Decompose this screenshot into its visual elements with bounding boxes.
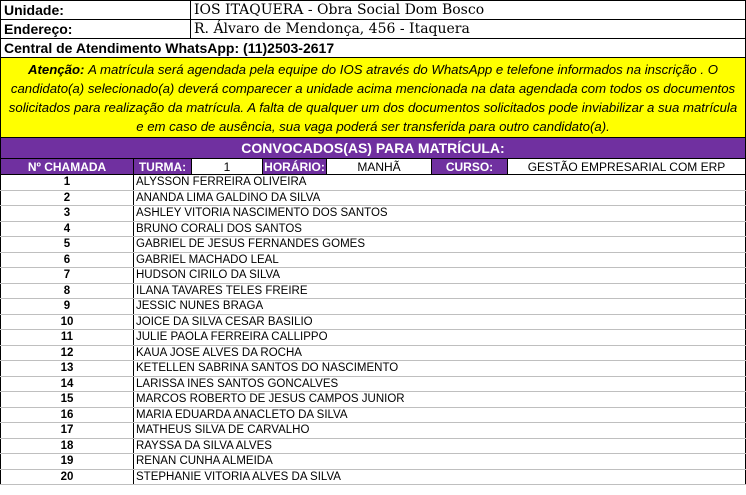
table-row [1, 423, 746, 439]
empty-cell[interactable] [534, 330, 746, 346]
empty-cell[interactable] [534, 376, 746, 392]
chamada-number[interactable]: 15 [1, 392, 134, 408]
table-row [1, 438, 746, 454]
candidate-name[interactable]: ILANA TAVARES TELES FREIRE [134, 283, 534, 299]
candidate-name[interactable]: RAYSSA DA SILVA ALVES [134, 438, 534, 454]
empty-cell[interactable] [534, 206, 746, 222]
candidate-name[interactable]: GABRIEL MACHADO LEAL [134, 252, 534, 268]
chamada-number[interactable]: 1 [1, 175, 134, 190]
empty-cell[interactable] [534, 252, 746, 268]
table-row [1, 175, 746, 190]
empty-cell[interactable] [534, 438, 746, 454]
candidate-name[interactable]: JOICE DA SILVA CESAR BASILIO [134, 314, 534, 330]
table-row [1, 407, 746, 423]
chamada-number[interactable]: 5 [1, 237, 134, 253]
table-row [1, 237, 746, 253]
notice-rest-text: . O candidato(a) selecionado(a) deverá comparecer a unidade acima mencionada na data agendada com todos os documentos solicitados para realização da matrícula. A falta de qualquer um dos documentos solicitados pode inviabilizar a sua matrícula e em caso de ausência, sua vaga poderá ser transferida para outro candidato(a). [8, 62, 738, 134]
table-row [1, 268, 746, 284]
table-row [1, 206, 746, 222]
empty-cell[interactable] [534, 299, 746, 315]
chamada-number[interactable]: 10 [1, 314, 134, 330]
chamada-number[interactable]: 17 [1, 423, 134, 439]
convocados-banner[interactable]: CONVOCADOS(AS) PARA MATRÍCULA: [0, 138, 746, 158]
chamada-number[interactable]: 14 [1, 376, 134, 392]
table-row [1, 454, 746, 470]
list-header [0, 158, 746, 175]
table-row [1, 283, 746, 299]
table-row [1, 361, 746, 377]
curso-label[interactable]: CURSO: [432, 159, 508, 175]
candidate-name[interactable]: BRUNO CORALI DOS SANTOS [134, 221, 534, 237]
notice-bold-text: A matrícula será agendada pela equipe do IOS através do WhatsApp e telefone informados na inscrição [88, 62, 697, 77]
empty-cell[interactable] [534, 237, 746, 253]
empty-cell[interactable] [534, 392, 746, 408]
empty-cell[interactable] [534, 407, 746, 423]
empty-cell[interactable] [534, 190, 746, 206]
candidate-name[interactable]: KETELLEN SABRINA SANTOS DO NASCIMENTO [134, 361, 534, 377]
unidade-row [1, 1, 746, 20]
candidate-name[interactable]: STEPHANIE VITORIA ALVES DA SILVA [134, 469, 534, 485]
turma-value[interactable]: 1 [192, 159, 263, 175]
table-row [1, 376, 746, 392]
candidate-name[interactable]: LARISSA INES SANTOS GONCALVES [134, 376, 534, 392]
chamada-header[interactable]: Nº CHAMADA [1, 159, 134, 175]
chamada-number[interactable]: 18 [1, 438, 134, 454]
chamada-number[interactable]: 13 [1, 361, 134, 377]
table-row [1, 330, 746, 346]
chamada-number[interactable]: 4 [1, 221, 134, 237]
table-row [1, 392, 746, 408]
empty-cell[interactable] [534, 221, 746, 237]
candidate-name[interactable]: MARCOS ROBERTO DE JESUS CAMPOS JUNIOR [134, 392, 534, 408]
horario-label[interactable]: HORÁRIO: [264, 159, 325, 174]
candidate-name[interactable]: ALYSSON FERREIRA OLIVEIRA [134, 175, 534, 190]
endereco-row [1, 20, 746, 39]
chamada-number[interactable]: 12 [1, 345, 134, 361]
table-row [1, 469, 746, 485]
table-row [1, 299, 746, 315]
table-row [1, 221, 746, 237]
unidade-value[interactable]: IOS ITAQUERA - Obra Social Dom Bosco [191, 1, 746, 20]
chamada-number[interactable]: 7 [1, 268, 134, 284]
convocados-list [0, 175, 746, 485]
candidate-name[interactable]: HUDSON CIRILO DA SILVA [134, 268, 534, 284]
chamada-number[interactable]: 16 [1, 407, 134, 423]
chamada-number[interactable]: 19 [1, 454, 134, 470]
empty-cell[interactable] [534, 268, 746, 284]
chamada-number[interactable]: 9 [1, 299, 134, 315]
chamada-number[interactable]: 20 [1, 469, 134, 485]
empty-cell[interactable] [534, 283, 746, 299]
empty-cell[interactable] [534, 423, 746, 439]
endereco-label[interactable]: Endereço: [1, 20, 191, 39]
empty-cell[interactable] [534, 345, 746, 361]
unidade-label[interactable]: Unidade: [1, 1, 191, 20]
empty-cell[interactable] [534, 314, 746, 330]
candidate-name[interactable]: RENAN CUNHA ALMEIDA [134, 454, 534, 470]
chamada-number[interactable]: 8 [1, 283, 134, 299]
turma-label[interactable]: TURMA: [134, 159, 192, 175]
empty-cell[interactable] [534, 454, 746, 470]
candidate-name[interactable]: KAUA JOSE ALVES DA ROCHA [134, 345, 534, 361]
candidate-name[interactable]: GABRIEL DE JESUS FERNANDES GOMES [134, 237, 534, 253]
empty-cell[interactable] [534, 361, 746, 377]
chamada-number[interactable]: 3 [1, 206, 134, 222]
central-atendimento[interactable]: Central de Atendimento WhatsApp: (11)2503-2617 [1, 39, 746, 58]
candidate-name[interactable]: ASHLEY VITORIA NASCIMENTO DOS SANTOS [134, 206, 534, 222]
attention-notice[interactable] [0, 58, 746, 138]
table-row [1, 252, 746, 268]
chamada-number[interactable]: 2 [1, 190, 134, 206]
info-table [0, 0, 746, 58]
table-row [1, 345, 746, 361]
curso-value[interactable]: GESTÃO EMPRESARIAL COM ERP [508, 159, 746, 175]
candidate-name[interactable]: MATHEUS SILVA DE CARVALHO [134, 423, 534, 439]
notice-prefix: Atenção: [27, 62, 89, 77]
candidate-name[interactable]: JULIE PAOLA FERREIRA CALLIPPO [134, 330, 534, 346]
candidate-name[interactable]: MARIA EDUARDA ANACLETO DA SILVA [134, 407, 534, 423]
chamada-number[interactable]: 11 [1, 330, 134, 346]
candidate-name[interactable]: ANANDA LIMA GALDINO DA SILVA [134, 190, 534, 206]
table-row [1, 314, 746, 330]
candidate-name[interactable]: JESSIC NUNES BRAGA [134, 299, 534, 315]
central-row [1, 39, 746, 58]
table-row [1, 190, 746, 206]
empty-cell[interactable] [534, 175, 746, 190]
endereco-value[interactable]: R. Álvaro de Mendonça, 456 - Itaquera [191, 20, 746, 39]
horario-value[interactable]: MANHÃ [327, 159, 432, 175]
empty-cell[interactable] [534, 469, 746, 485]
chamada-number[interactable]: 6 [1, 252, 134, 268]
